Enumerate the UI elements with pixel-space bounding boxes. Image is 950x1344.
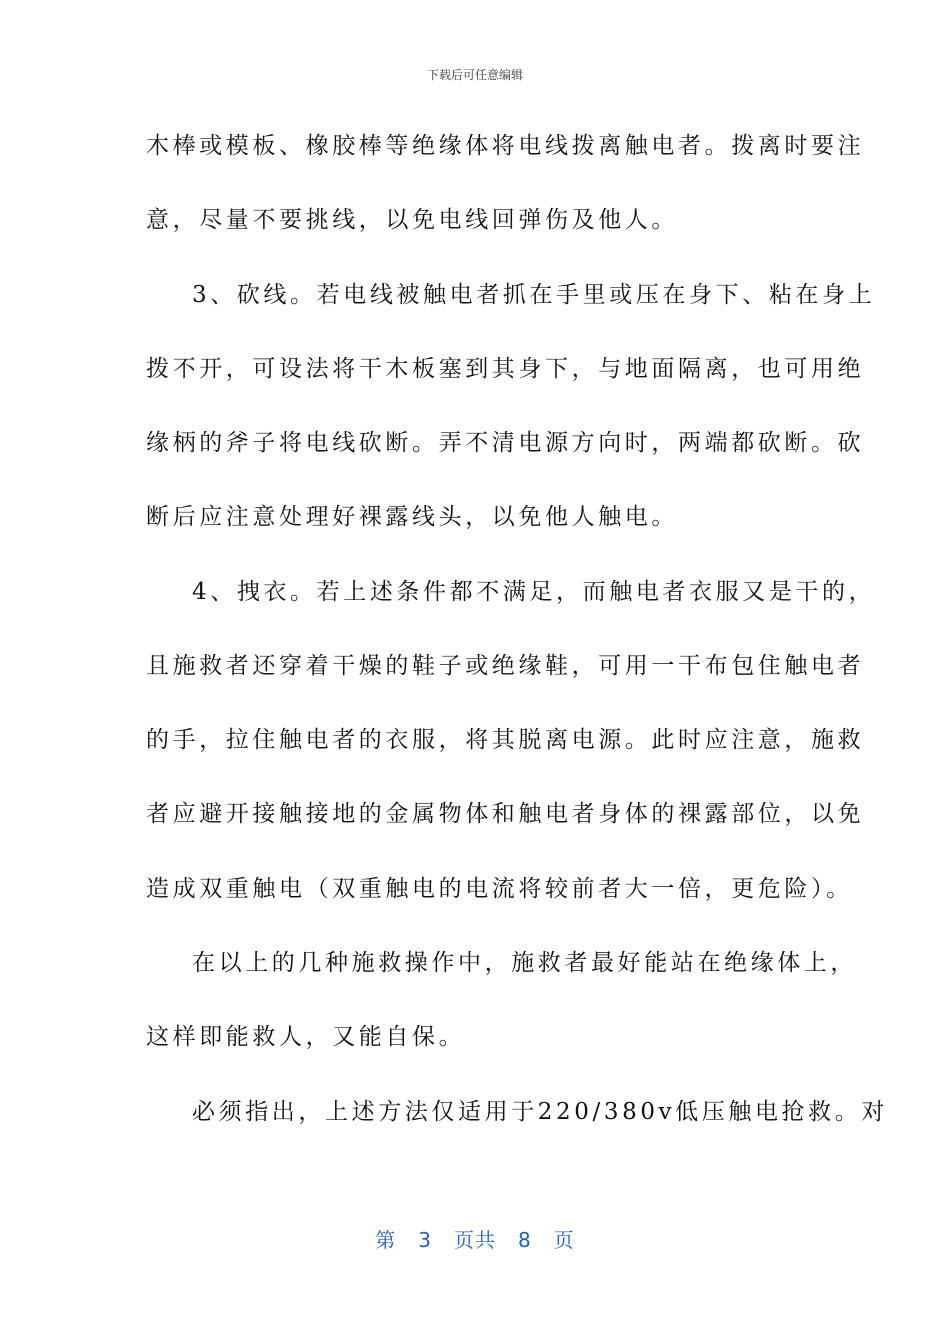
page-footer — [0, 1224, 950, 1253]
text-line: 意，尽量不要挑线，以免电线回弹伤及他人。 — [146, 207, 678, 233]
text-line: 造成双重触电（双重触电的电流将较前者大一倍，更危险）。 — [146, 876, 853, 902]
footer-middle: 页共 — [454, 1228, 496, 1252]
text-line: 必须指出，上述方法仅适用于220/380v低压触电抢救。对 — [192, 1099, 888, 1125]
footer-suffix: 页 — [553, 1228, 575, 1252]
text-line: 3、砍线。若电线被触电者抓在手里或压在身下、粘在身上 — [192, 282, 876, 308]
text-line: 断后应注意处理好裸露线头，以免他人触电。 — [146, 504, 678, 530]
current-page-number: 3 — [418, 1228, 432, 1252]
text-line: 在以上的几种施救操作中，施救者最好能站在绝缘体上， — [192, 950, 857, 976]
text-line: 的手，拉住触电者的衣服，将其脱离电源。此时应注意，施救 — [146, 727, 865, 753]
text-line: 者应避开接触接地的金属物体和触电者身体的裸露部位，以免 — [146, 801, 865, 827]
total-pages-number: 8 — [518, 1228, 532, 1252]
text-line: 缘柄的斧子将电线砍断。弄不清电源方向时，两端都砍断。砍 — [146, 430, 865, 456]
text-line: 4、拽衣。若上述条件都不满足，而触电者衣服又是干的， — [192, 579, 876, 605]
text-line: 且施救者还穿着干燥的鞋子或绝缘鞋，可用一干布包住触电者 — [146, 653, 865, 679]
footer-prefix: 第 — [375, 1228, 397, 1252]
text-line: 木棒或模板、橡胶棒等绝缘体将电线拨离触电者。拨离时要注 — [146, 133, 865, 159]
text-line: 这样即能救人，又能自保。 — [146, 1024, 466, 1050]
header-note: 下载后可任意编辑 — [426, 68, 523, 82]
text-line: 拨不开，可设法将干木板塞到其身下，与地面隔离，也可用绝 — [146, 356, 865, 382]
